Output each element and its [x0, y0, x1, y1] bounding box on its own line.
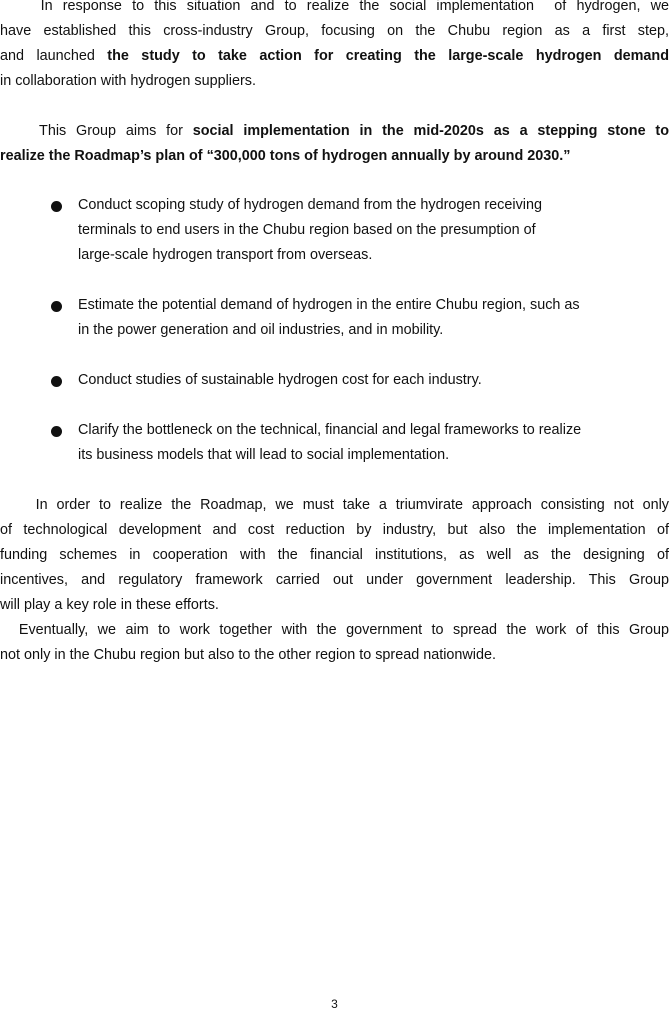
paragraph-line	[0, 44, 669, 69]
paragraph-intro	[0, 0, 669, 94]
paragraph-line: In order to realize the Roadmap, we must take a triumvirate approach consisting not only	[0, 497, 669, 513]
bullet-dot-icon	[51, 201, 62, 212]
bullet-dot-icon	[51, 376, 62, 387]
bullet-text	[78, 193, 661, 268]
bullet-dot-icon	[51, 301, 62, 312]
paragraph-line: of technological development and cost reduction by industry, but also the implementation of	[0, 522, 669, 538]
page-number: 3	[331, 997, 338, 1011]
paragraph-line: funding schemes in cooperation with the financial institutions, as well as the designing of	[0, 547, 669, 563]
paragraph-aim	[0, 119, 669, 169]
paragraph-roadmap	[0, 493, 669, 618]
paragraph-line	[0, 119, 669, 144]
bullet-line: Conduct scoping study of hydrogen demand from the hydrogen receiving	[78, 197, 542, 213]
text-run: and launched	[0, 48, 108, 64]
bullet-line: Conduct studies of sustainable hydrogen cost for each industry.	[78, 372, 482, 388]
bullet-line: Clarify the bottleneck on the technical, financial and legal frameworks to realize	[78, 422, 582, 438]
paragraph-line: will play a key role in these efforts.	[0, 597, 219, 613]
text-run: This Group aims for	[0, 123, 193, 139]
bullet-text	[78, 293, 661, 343]
paragraph-line: have established this cross-industry Group, focusing on the Chubu region as a first step,	[0, 23, 669, 39]
paragraph-eventually	[0, 618, 669, 668]
paragraph-line: in collaboration with hydrogen suppliers.	[0, 73, 256, 89]
paragraph-line: Eventually, we aim to work together with the government to spread the work of this Group	[0, 622, 669, 638]
bullet-text	[78, 418, 661, 468]
paragraph-line: not only in the Chubu region but also to the other region to spread nationwide.	[0, 647, 497, 663]
paragraph-line: In response to this situation and to realize the social implementation of hydrogen, we	[0, 0, 669, 14]
paragraph-line: incentives, and regulatory framework carried out under government leadership. This Group	[0, 572, 669, 588]
bullet-line: terminals to end users in the Chubu region based on the presumption of	[78, 222, 536, 238]
bold-text-run: social implementation in the mid-2020s as a stepping stone to	[192, 123, 669, 139]
bullet-line: its business models that will lead to social implementation.	[78, 447, 450, 463]
bullet-line: in the power generation and oil industries, and in mobility.	[78, 322, 444, 338]
bullet-dot-icon	[51, 426, 62, 437]
bullet-line: Estimate the potential demand of hydrogen in the entire Chubu region, such as	[78, 297, 580, 313]
bold-paragraph-line: realize the Roadmap’s plan of “300,000 tons of hydrogen annually by around 2030.”	[0, 148, 571, 164]
bullet-line: large-scale hydrogen transport from overseas.	[78, 247, 373, 263]
bold-text-run: the study to take action for creating the large-scale hydrogen demand	[107, 48, 669, 64]
bullet-text	[78, 368, 661, 393]
